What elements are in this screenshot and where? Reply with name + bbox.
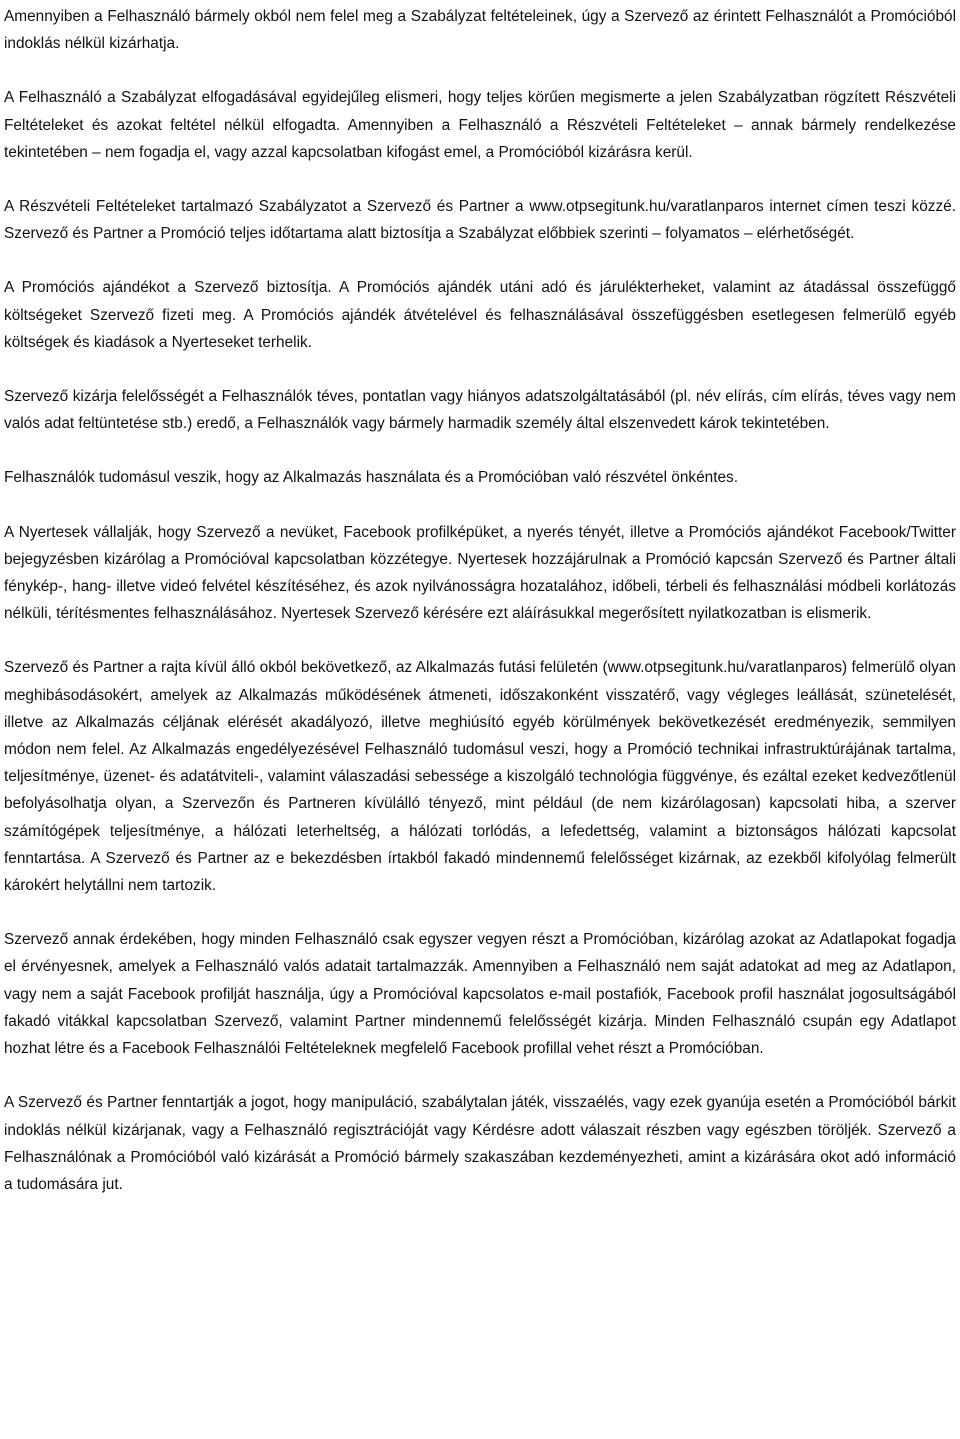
paragraph-text: A Promóciós ajándékot a Szervező biztosítja. A Promóciós ajándék utáni adó és járulékterheket, valamint az átadással összefüggő költségeket Szervező fizeti meg. A Promóciós ajándék átvételével és felhasználásával összefüggésben esetlegesen felmerülő egyéb költségek és kiadások a Nyerteseket terhelik. xyxy=(4,279,956,351)
paragraph-text: A Részvételi Feltételeket tartalmazó Szabályzatot a Szervező és Partner a www.otpsegitunk.hu/varatlanparos internet címen teszi közzé. Szervező és Partner a Promóció teljes időtartama alatt biztosítja a Szabályzat előbbiek szerinti – folyamatos – elérhetőségét. xyxy=(4,198,956,243)
document-page xyxy=(0,3,960,1439)
paragraph-manipulation xyxy=(4,1089,956,1198)
paragraph-text: Szervező és Partner a rajta kívül álló okból bekövetkező, az Alkalmazás futási felületén (www.otpsegitunk.hu/varatlanparos) felmerülő olyan meghibásodásokért, amelyek az Alkalmazás működésének átmeneti, időszakonként visszatérő, vagy végleges leállását, szünetelését, illetve az Alkalmazás céljának elérését akadályozó, illetve meghiúsító egyéb körülmények bekövetkezését eredményezik, semmilyen módon nem felel. Az Alkalmazás engedélyezésével Felhasználó tudomásul veszi, hogy a Promóció technikai infrastruktúrájának tartalma, teljesítménye, üzenet- és adatátviteli-, valamint válaszadási sebessége a kiszolgáló technológia függvénye, és ezáltal ezeket kedvezőtlenül befolyásolhatja olyan, a Szervezőn és Partneren kívülálló tényező, mint például (de nem kizárólagosan) kapcsolati hiba, a szerver számítógépek teljesítménye, a hálózati leterheltség, a hálózati torlódás, a lefedettség, valamint a biztonságos hálózati kapcsolat fenntartása. A Szervező és Partner az e bekezdésben írtakból fakadó mindennemű felelősséget kizárnak, az ezekből kifolyólag felmerült károkért helytállni nem tartozik. xyxy=(4,659,956,895)
paragraph-text: Szervező kizárja felelősségét a Felhasználók téves, pontatlan vagy hiányos adatszolgáltatásából (pl. név elírás, cím elírás, téves vagy nem valós adat feltüntetése stb.) eredő, a Felhasználók vagy bármely harmadik személy által elszenvedett károk tekintetében. xyxy=(4,388,956,433)
paragraph-text: A Felhasználó a Szabályzat elfogadásával egyidejűleg elismeri, hogy teljes körűen megismerte a jelen Szabályzatban rögzített Részvételi Feltételeket és azokat feltétel nélkül elfogadta. Amennyiben a Felhasználó a Részvételi Feltételeket – annak bármely rendelkezése tekintetében – nem fogadja el, vagy azzal kapcsolatban kifogást emel, a Promócióból kizárásra kerül. xyxy=(4,89,956,161)
paragraph-technical-liability xyxy=(4,654,956,899)
paragraph-text: Szervező annak érdekében, hogy minden Felhasználó csak egyszer vegyen részt a Promócióban, kizárólag azokat az Adatlapokat fogadja el érvényesnek, amelyek a Felhasználó valós adatait tartalmazzák. Amennyiben a Felhasználó nem saját adatokat ad meg az Adatlapon, vagy nem a saját Facebook profilját használja, úgy a Promócióval kapcsolatos e-mail postafiók, Facebook profil használat jogosultságából fakadó vitákkal kapcsolatban Szervező, valamint Partner mindennemű felelősségét kizárja. Minden Felhasználó csupán egy Adatlapot hozhat létre és a Facebook Felhasználói Feltételeknek megfelelő Facebook profillal vehet részt a Promócióban. xyxy=(4,931,956,1058)
paragraph-gift xyxy=(4,274,956,356)
paragraph-liability-data xyxy=(4,383,956,437)
paragraph-text: A Szervező és Partner fenntartják a jogot, hogy manipuláció, szabálytalan játék, visszaélés, vagy ezek gyanúja esetén a Promócióból bárkit indoklás nélkül kizárjanak, vagy a Felhasználó regisztrációját vagy Kérdésre adott válaszait részben vagy egészben töröljék. Szervező a Felhasználónak a Promócióból való kizárását a Promóció bármely szakaszában kezdeményezheti, amint a kizárására okot adó információ a tudomására jut. xyxy=(4,1094,956,1193)
paragraph-voluntary xyxy=(4,464,956,491)
paragraph-text: Amennyiben a Felhasználó bármely okból nem felel meg a Szabályzat feltételeinek, úgy a Szervező az érintett Felhasználót a Promócióból indoklás nélkül kizárhatja. xyxy=(4,8,956,53)
paragraph-winners-consent xyxy=(4,519,956,628)
paragraph-text: A Nyertesek vállalják, hogy Szervező a nevüket, Facebook profilképüket, a nyerés tényét, illetve a Promóciós ajándékot Facebook/Twitter bejegyzésben kizárólag a Promócióval kapcsolatban közzétegye. Nyertesek hozzájárulnak a Promóció kapcsán Szervező és Partner általi fénykép-, hang- illetve videó felvétel készítéséhez, és azok nyilvánosságra hozatalához, időbeli, térbeli és felhasználási módbeli korlátozás nélküli, térítésmentes felhasználásához. Nyertesek Szervező kérésére ezt aláírásukkal megerősített nyilatkozatban is elismerik. xyxy=(4,523,956,623)
paragraph-publication xyxy=(4,193,956,247)
paragraph-exclusion xyxy=(4,3,956,57)
paragraph-text: Felhasználók tudomásul veszik, hogy az Alkalmazás használata és a Promócióban való részvétel önkéntes. xyxy=(4,469,739,487)
paragraph-data-sheets xyxy=(4,926,956,1062)
paragraph-acceptance xyxy=(4,84,956,166)
